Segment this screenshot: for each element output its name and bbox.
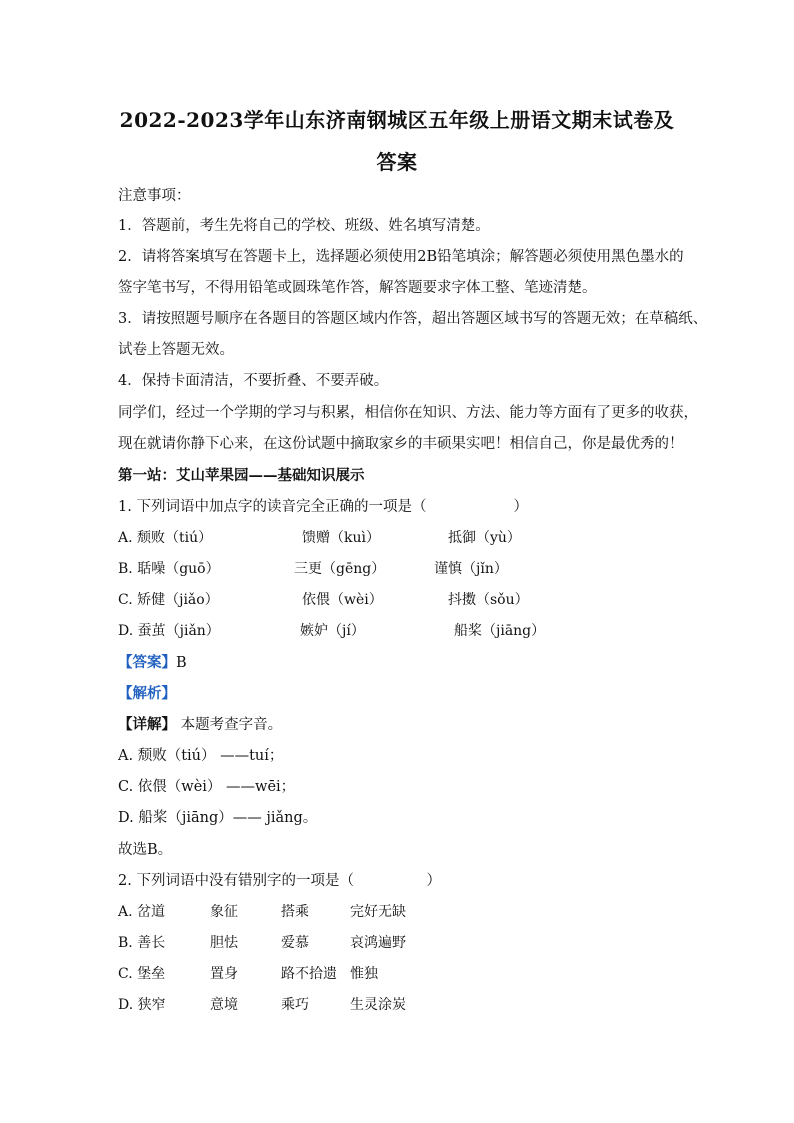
notice-item: 试卷上答题无效。: [118, 342, 234, 358]
q2-option-b-word-2: 胆怯: [210, 935, 238, 951]
question-2-stem: 2. 下列词语中没有错别字的一项是（ ）: [118, 873, 441, 889]
q2-option-a-word-3: 搭乘: [281, 904, 309, 920]
analysis-tag: 【解析】: [118, 685, 176, 702]
answer-tag: 【答案】: [118, 654, 176, 671]
option-b-word-2: 三更（gēng）: [294, 561, 386, 577]
notice-item: 2．请将答案填写在答题卡上，选择题必须使用2B铅笔填涂；解答题必须使用黑色墨水的: [118, 249, 684, 265]
document-title-line-2: 答案: [376, 150, 418, 174]
answer-value: B: [176, 655, 187, 671]
option-d-word-2: 嫉妒（jí）: [300, 623, 365, 639]
q2-option-a-word-4: 完好无缺: [350, 904, 406, 920]
intro-text: 现在就请你静下心来，在这份试题中摘取家乡的丰硕果实吧！相信自己，你是最优秀的！: [118, 436, 684, 452]
q2-option-a-word-2: 象征: [210, 904, 238, 920]
detail-tag: 【详解】: [118, 716, 176, 733]
notice-item: 4．保持卡面清洁，不要折叠、不要弄破。: [118, 373, 389, 389]
notice-item: 签字笔书写，不得用铅笔或圆珠笔作答，解答题要求字体工整、笔迹清楚。: [118, 280, 597, 296]
q2-option-c-word-1: C. 堡垒: [118, 966, 166, 982]
explanation-line: D. 船桨（jiāng）—— jiǎng。: [118, 810, 318, 826]
notice-item: 3．请按照题号顺序在各题目的答题区域内作答，超出答题区域书写的答题无效；在草稿纸、: [118, 311, 708, 327]
q2-option-d-word-4: 生灵涂炭: [350, 997, 406, 1013]
option-a-word-1: A. 颓败（tiú）: [118, 530, 213, 546]
q2-option-a-word-1: A. 岔道: [118, 904, 166, 920]
explanation-line: C. 依偎（wèi） ——wēi；: [118, 779, 296, 795]
conclusion-line: 故选B。: [118, 842, 173, 858]
notice-item: 1．答题前，考生先将自己的学校、班级、姓名填写清楚。: [118, 218, 490, 234]
notice-heading: 注意事项：: [118, 188, 191, 204]
q2-option-c-word-2: 置身: [210, 966, 238, 982]
q2-option-b-word-3: 爱慕: [281, 935, 309, 951]
intro-text: 同学们，经过一个学期的学习与积累，相信你在知识、方法、能力等方面有了更多的收获，: [118, 405, 698, 421]
q2-option-d-word-2: 意境: [210, 997, 238, 1013]
question-1-stem: 1. 下列词语中加点字的读音完全正确的一项是（ ）: [118, 499, 528, 515]
option-c-word-2: 依偎（wèi）: [302, 592, 383, 608]
option-c-word-3: 抖擞（sǒu）: [448, 592, 529, 608]
q2-option-b-word-4: 哀鸿遍野: [350, 935, 406, 951]
option-c-word-1: C. 矫健（jiǎo）: [118, 592, 219, 608]
document-title-line-1: 2022-2023学年山东济南钢城区五年级上册语文期末试卷及: [119, 108, 675, 132]
answer-line: [118, 653, 187, 673]
section-heading: 第一站：艾山苹果园——基础知识展示: [118, 467, 365, 484]
option-b-word-3: 谨慎（jǐn）: [434, 561, 508, 577]
q2-option-c-word-4: 惟独: [350, 966, 378, 982]
option-a-word-3: 抵御（yù）: [448, 530, 521, 546]
option-d-word-3: 船桨（jiāng）: [454, 623, 546, 639]
detail-line: [118, 715, 282, 735]
q2-option-c-word-3: 路不拾遗: [281, 966, 337, 982]
detail-text: 本题考查字音。: [176, 717, 283, 733]
q2-option-d-word-3: 乘巧: [281, 997, 309, 1013]
option-a-word-2: 馈赠（kuì）: [302, 530, 380, 546]
option-d-word-1: D. 蚕茧（jiǎn）: [118, 623, 220, 639]
q2-option-b-word-1: B. 善长: [118, 935, 166, 951]
option-b-word-1: B. 聒噪（guō）: [118, 561, 220, 577]
q2-option-d-word-1: D. 狭窄: [118, 997, 166, 1013]
explanation-line: A. 颓败（tiú） ——tuí；: [118, 748, 284, 764]
